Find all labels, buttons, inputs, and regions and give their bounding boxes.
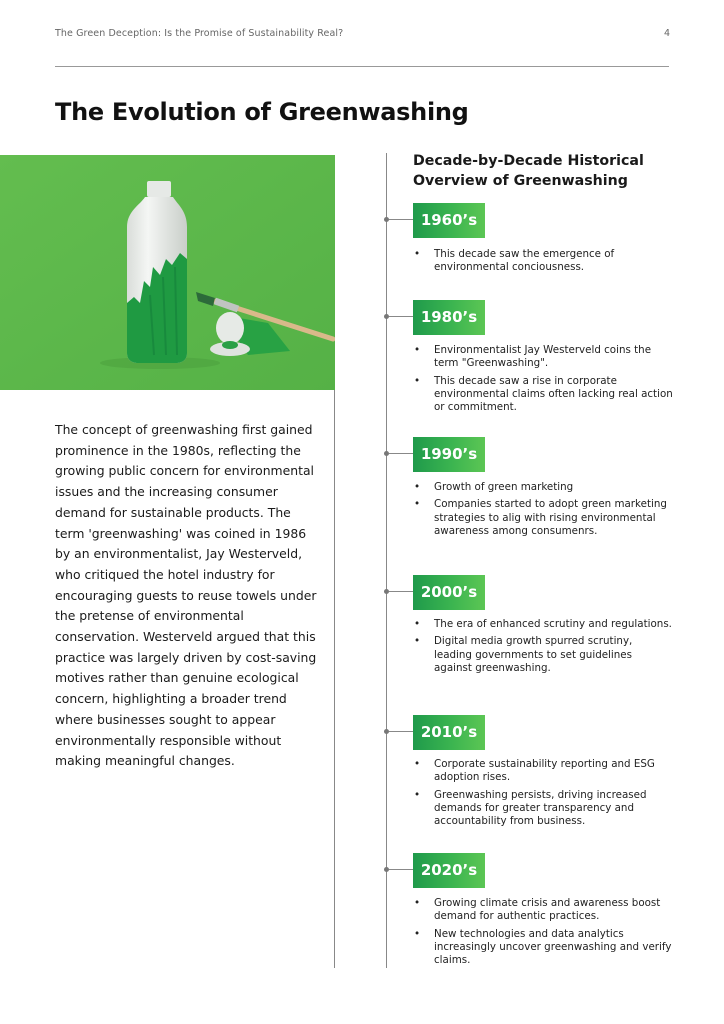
timeline-connector bbox=[389, 591, 413, 592]
decade-bullets bbox=[413, 897, 673, 971]
timeline-line bbox=[386, 153, 387, 968]
decade-bullets bbox=[413, 618, 673, 679]
decade-bullets bbox=[413, 248, 673, 279]
bullet-item: • The era of enhanced scrutiny and regulations. bbox=[413, 618, 673, 631]
decade-bullets bbox=[413, 481, 673, 542]
timeline-connector bbox=[389, 731, 413, 732]
page-title: The Evolution of Greenwashing bbox=[55, 98, 469, 126]
decade-badge: 1960’s bbox=[413, 203, 485, 238]
bullet-item: • New technologies and data analytics increasingly uncover greenwashing and verify claims. bbox=[413, 928, 673, 968]
timeline-connector bbox=[389, 453, 413, 454]
bullet-item: • Digital media growth spurred scrutiny, leading governments to set guidelines against greenwashing. bbox=[413, 635, 673, 675]
header-title: The Green Deception: Is the Promise of Sustainability Real? bbox=[55, 28, 344, 39]
decade-badge: 2020’s bbox=[413, 853, 485, 888]
page-number: 4 bbox=[664, 28, 671, 39]
header-divider bbox=[55, 66, 669, 67]
bottle-cap bbox=[147, 181, 171, 197]
body-paragraph: The concept of greenwashing first gained prominence in the 1980s, reflecting the growing public concern for environmental issues and the increasing consumer demand for sustainable products. The term 'greenwashing' was coined in 1986 by an environmentalist, Jay Westerveld, who critiqued the hotel industry for encouraging guests to reuse towels under the pretense of environmental conservation. Westerveld argued that this practice was largely driven by cost-saving motives rather than genuine ecological concern, highlighting a broader trend where businesses sought to appear environmentally responsible without making meaningful changes. bbox=[55, 422, 317, 769]
decade-bullets bbox=[413, 344, 673, 418]
bullet-item: • This decade saw a rise in corporate environmental claims often lacking real action or commitment. bbox=[413, 375, 673, 415]
bullet-item: • Greenwashing persists, driving increased demands for greater transparency and accountability from business. bbox=[413, 789, 673, 829]
decade-badge: 1990’s bbox=[413, 437, 485, 472]
decade-badge: 2000’s bbox=[413, 575, 485, 610]
decade-badge: 1980’s bbox=[413, 300, 485, 335]
bullet-item: • Growing climate crisis and awareness boost demand for authentic practices. bbox=[413, 897, 673, 924]
bullet-item: • Corporate sustainability reporting and ESG adoption rises. bbox=[413, 758, 673, 785]
decade-bullets bbox=[413, 758, 673, 832]
hero-image bbox=[0, 155, 335, 390]
bullet-item: • Companies started to adopt green marketing strategies to alig with rising environmental awareness among consumenrs. bbox=[413, 498, 673, 538]
bullet-item: • This decade saw the emergence of environmental conciousness. bbox=[413, 248, 673, 275]
timeline-connector bbox=[389, 219, 413, 220]
timeline-connector bbox=[389, 316, 413, 317]
decade-badge: 2010’s bbox=[413, 715, 485, 750]
timeline-connector bbox=[389, 869, 413, 870]
bullet-item: • Growth of green marketing bbox=[413, 481, 673, 494]
column-divider bbox=[334, 390, 335, 968]
timeline-heading: Decade-by-Decade Historical Overview of Greenwashing bbox=[413, 153, 644, 189]
bullet-item: • Environmentalist Jay Westerveld coins the term "Greenwashing". bbox=[413, 344, 673, 371]
